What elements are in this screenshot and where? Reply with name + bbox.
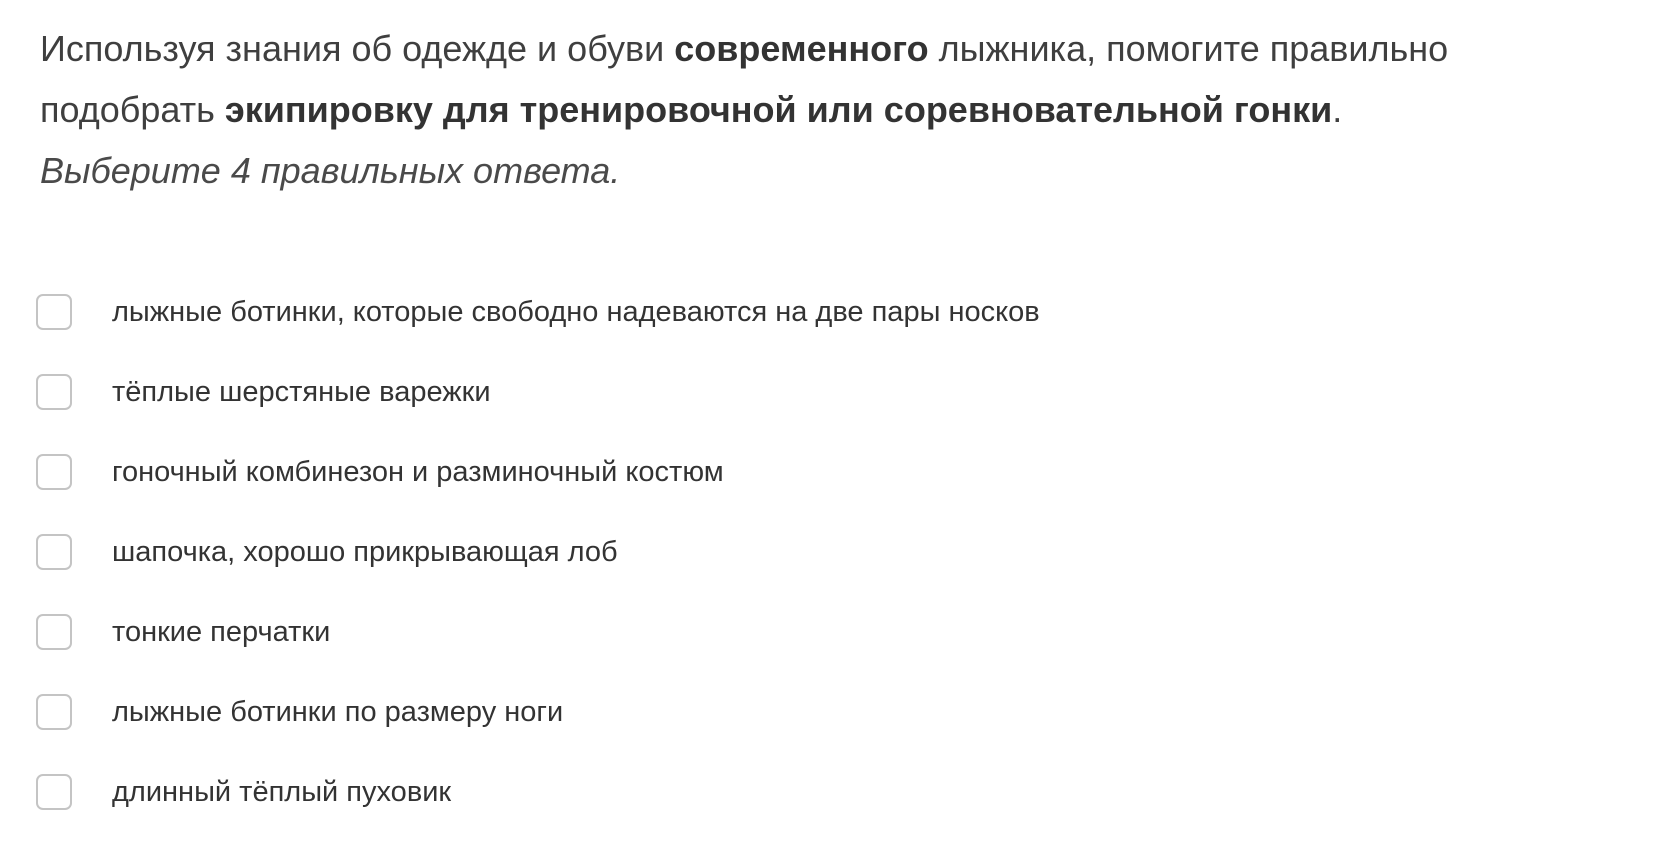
option-4-label: шапочка, хорошо прикрывающая лоб — [112, 535, 618, 568]
option-6-checkbox[interactable] — [36, 694, 72, 730]
question-line-2 — [40, 79, 1620, 140]
option-4-checkbox[interactable] — [36, 534, 72, 570]
option-5[interactable] — [36, 610, 330, 654]
option-7-checkbox[interactable] — [36, 774, 72, 810]
option-7[interactable] — [36, 770, 451, 814]
option-2[interactable] — [36, 370, 491, 414]
option-7-label: длинный тёплый пуховик — [112, 775, 452, 808]
option-5-label: тонкие перчатки — [112, 615, 331, 648]
option-4[interactable] — [36, 530, 618, 574]
option-2-checkbox[interactable] — [36, 374, 72, 410]
question-bold-1: современного — [674, 28, 929, 69]
option-3-checkbox[interactable] — [36, 454, 72, 490]
option-5-checkbox[interactable] — [36, 614, 72, 650]
question-bold-2: экипировку для тренировочной или соревновательной гонки — [224, 89, 1333, 130]
question-text — [40, 18, 1620, 201]
option-1-label: лыжные ботинки, которые свободно надеваются на две пары носков — [112, 295, 1040, 328]
option-3-label: гоночный комбинезон и разминочный костюм — [112, 455, 724, 488]
question-instruction: Выберите 4 правильных ответа. — [40, 150, 621, 191]
option-6[interactable] — [36, 690, 563, 734]
question-part-4: . — [1332, 89, 1343, 130]
question-line-1 — [40, 18, 1620, 79]
option-2-label: тёплые шерстяные варежки — [112, 375, 491, 408]
question-part-1: Используя знания об одежде и обуви — [40, 28, 675, 69]
option-1-checkbox[interactable] — [36, 294, 72, 330]
question-part-2: лыжника, помогите правильно — [928, 28, 1449, 69]
question-part-3: подобрать — [40, 89, 225, 130]
option-1[interactable] — [36, 290, 1040, 334]
option-3[interactable] — [36, 450, 724, 494]
option-6-label: лыжные ботинки по размеру ноги — [112, 695, 564, 728]
